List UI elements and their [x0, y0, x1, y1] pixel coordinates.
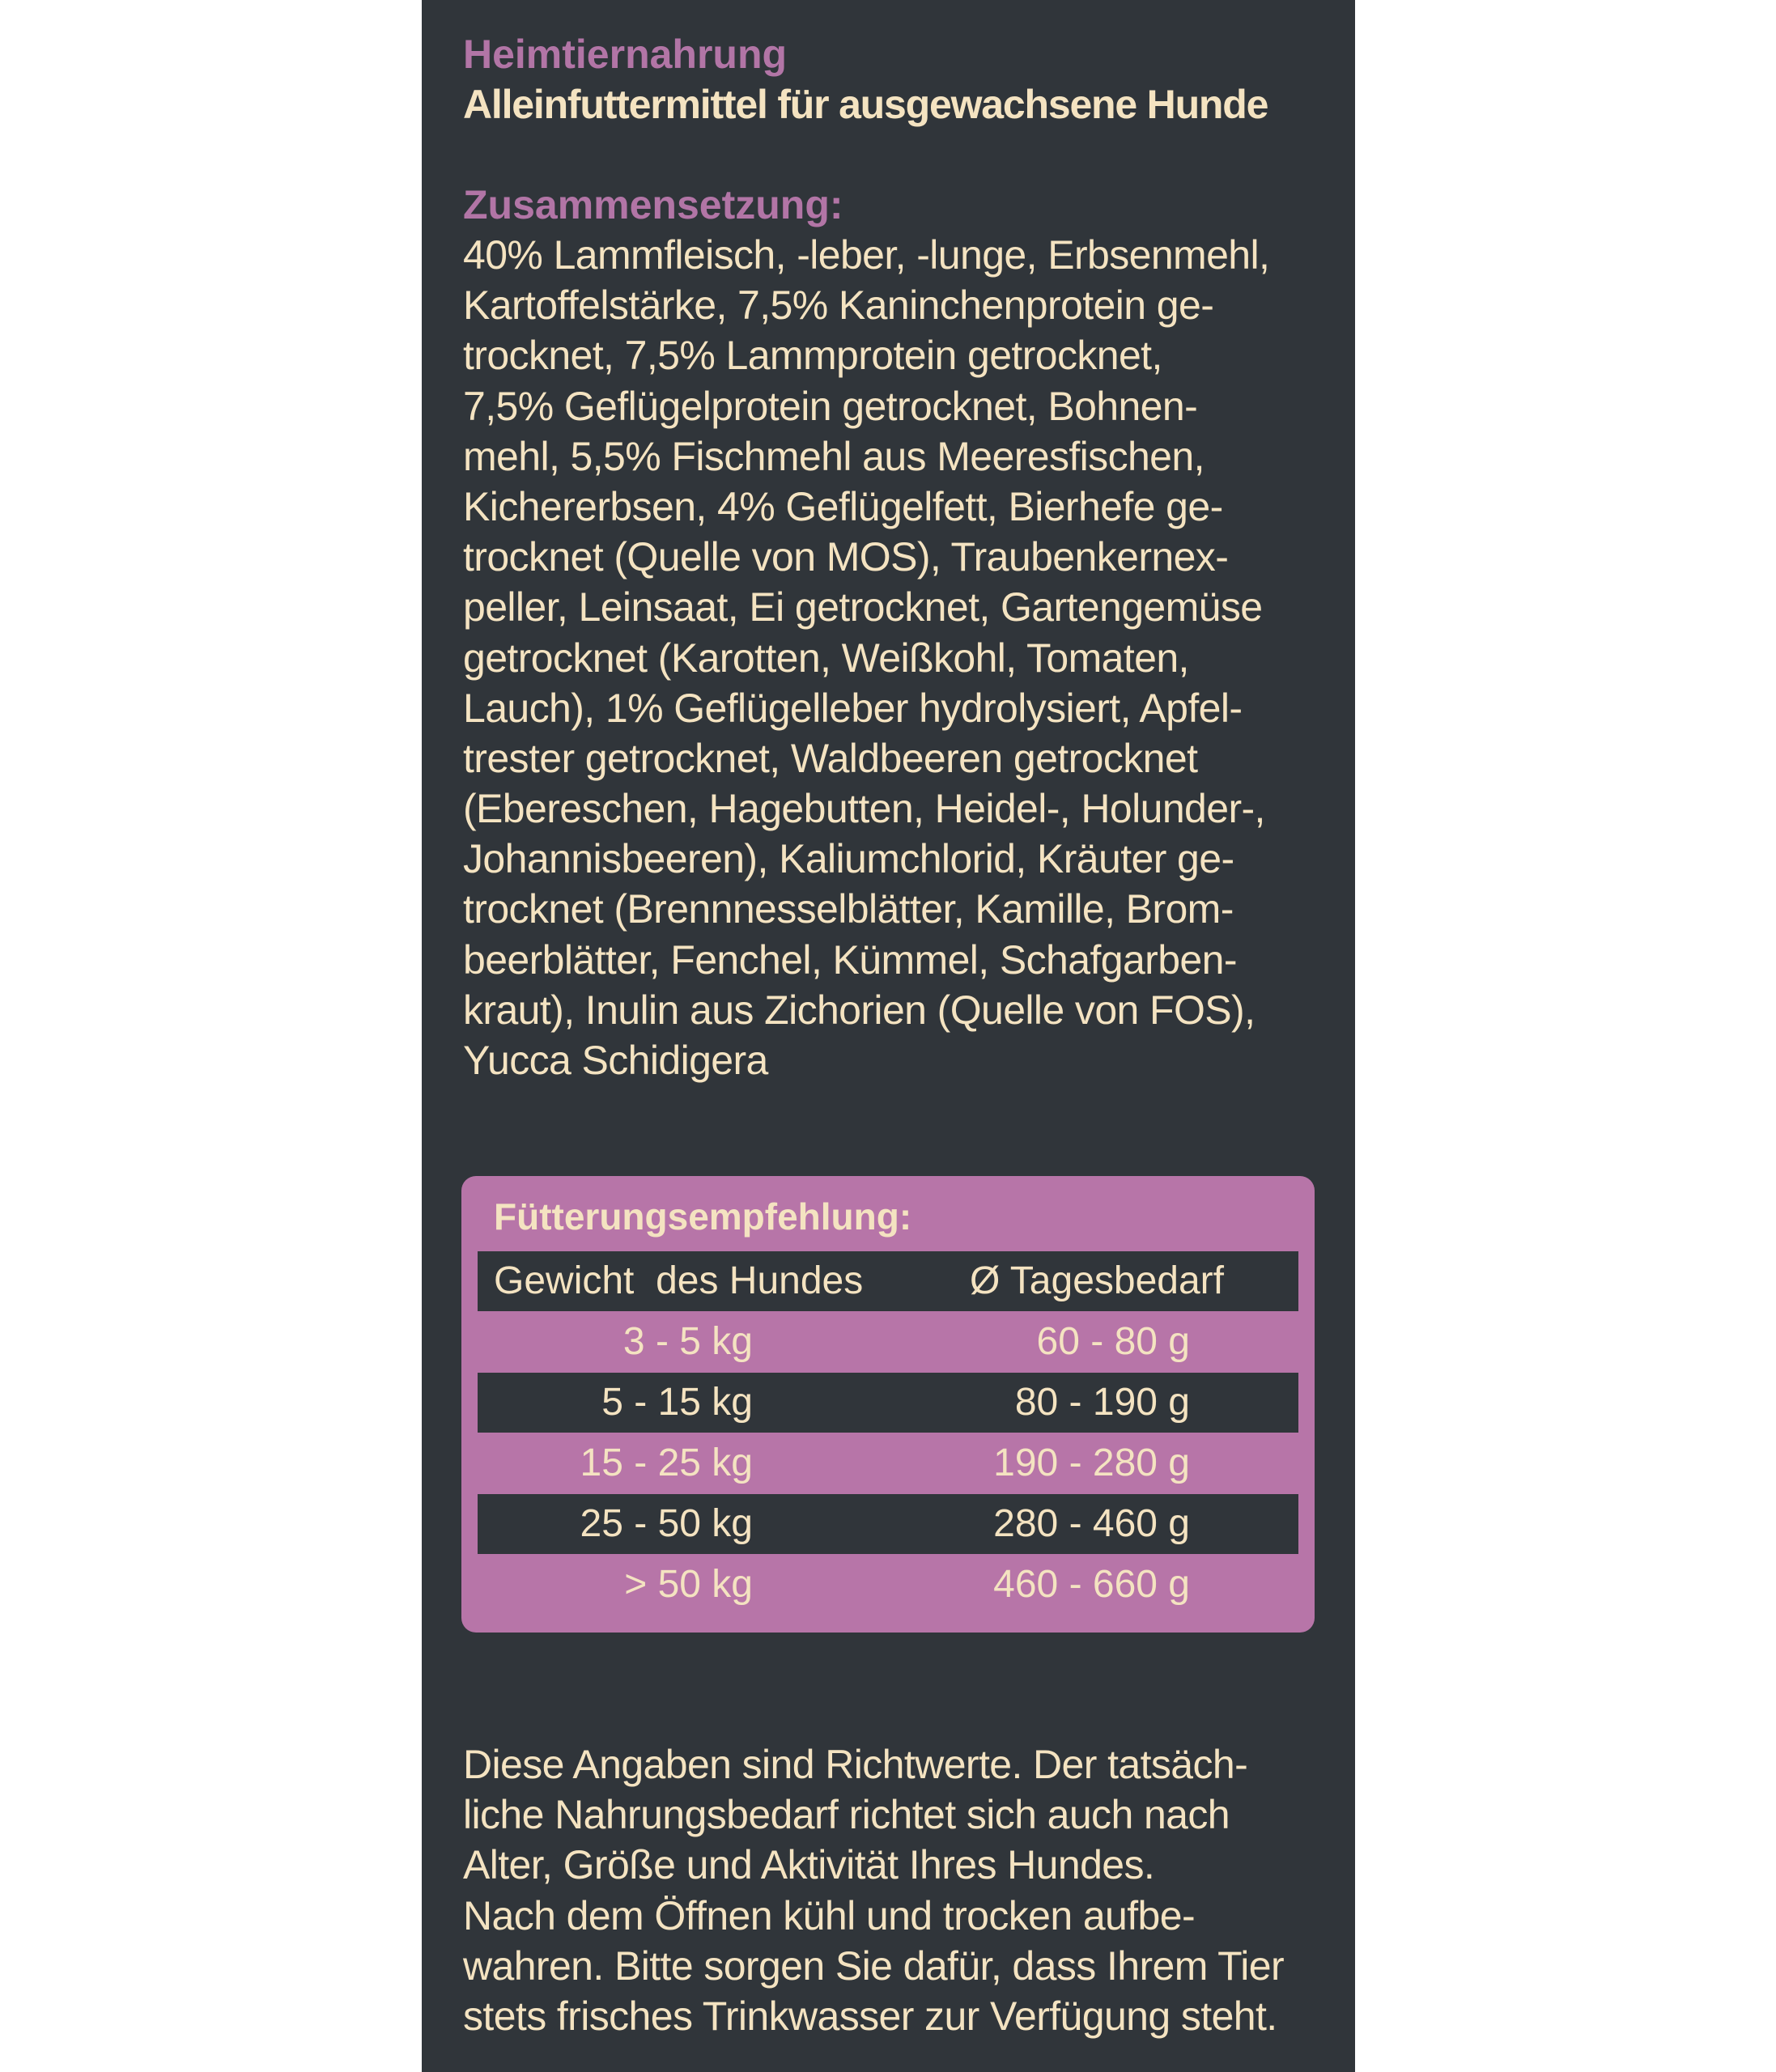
composition-line: Lauch), 1% Geflügelleber hydrolysiert, Apfel-	[463, 685, 1243, 731]
weight-cell: 15 - 25 kg	[580, 1441, 753, 1484]
table-row	[478, 1433, 1298, 1493]
feeding-recommendation-box	[461, 1176, 1315, 1633]
note-line: stets frisches Trinkwasser zur Verfügung steht.	[463, 1993, 1277, 2039]
composition-line: peller, Leinsaat, Ei getrocknet, Gartengemüse	[463, 584, 1263, 631]
weight-cell: 25 - 50 kg	[580, 1502, 753, 1545]
composition-line: (Ebereschen, Hagebutten, Heidel-, Holunder-,	[463, 786, 1265, 832]
table-row	[478, 1312, 1298, 1372]
composition-text	[463, 230, 1269, 1085]
product-heading: Alleinfuttermittel für ausgewachsene Hunde	[463, 82, 1268, 127]
feeding-table-header	[478, 1251, 1298, 1311]
composition-line: beerblätter, Fenchel, Kümmel, Schafgarben-	[463, 936, 1237, 983]
note-line: liche Nahrungsbedarf richtet sich auch nach	[463, 1792, 1230, 1838]
composition-line: mehl, 5,5% Fischmehl aus Meeresfischen,	[463, 433, 1205, 479]
composition-line: Kartoffelstärke, 7,5% Kaninchenprotein ge-	[463, 282, 1214, 329]
note-line: Alter, Größe und Aktivität Ihres Hundes.	[463, 1842, 1155, 1888]
composition-label: Zusammensetzung:	[463, 182, 843, 227]
category-heading: Heimtiernahrung	[463, 32, 788, 77]
note-line: Nach dem Öffnen kühl und trocken aufbe-	[463, 1892, 1196, 1938]
composition-line: getrocknet (Karotten, Weißkohl, Tomaten,	[463, 635, 1189, 681]
amount-cell: 190 - 280 g	[993, 1441, 1190, 1484]
column-header-weight: Gewicht des Hundes	[494, 1259, 864, 1302]
composition-line: kraut), Inulin aus Zichorien (Quelle von FOS),	[463, 987, 1256, 1033]
amount-cell: 60 - 80 g	[1036, 1320, 1190, 1363]
note-line: Diese Angaben sind Richtwerte. Der tatsäch-	[463, 1742, 1248, 1787]
amount-cell: 280 - 460 g	[993, 1502, 1190, 1545]
feeding-title: Fütterungsempfehlung:	[494, 1195, 912, 1238]
amount-cell: 460 - 660 g	[993, 1563, 1190, 1606]
composition-line: Kichererbsen, 4% Geflügelfett, Bierhefe ge-	[463, 483, 1223, 529]
table-row	[478, 1494, 1298, 1554]
composition-line: Yucca Schidigera	[463, 1038, 768, 1083]
composition-line: 40% Lammfleisch, -leber, -lunge, Erbsenmehl,	[463, 232, 1270, 278]
storage-notes	[463, 1739, 1284, 2041]
table-row	[478, 1555, 1298, 1615]
note-line: wahren. Bitte sorgen Sie dafür, dass Ihrem Tier	[463, 1942, 1284, 1989]
weight-cell: 3 - 5 kg	[622, 1320, 753, 1363]
composition-line: trocknet (Brennnesselblätter, Kamille, Brom-	[463, 886, 1234, 932]
composition-line: Johannisbeeren), Kaliumchlorid, Kräuter ge-	[463, 836, 1234, 882]
composition-line: trocknet (Quelle von MOS), Traubenkernex-	[463, 534, 1229, 580]
composition-line: 7,5% Geflügelprotein getrocknet, Bohnen-	[463, 383, 1198, 429]
column-header-daily-amount: Ø Tagesbedarf	[970, 1259, 1224, 1302]
amount-cell: 80 - 190 g	[1014, 1381, 1190, 1424]
weight-cell: > 50 kg	[624, 1563, 753, 1606]
composition-line: trocknet, 7,5% Lammprotein getrocknet,	[463, 333, 1162, 379]
weight-cell: 5 - 15 kg	[601, 1381, 753, 1424]
table-row	[478, 1373, 1298, 1433]
composition-line: trester getrocknet, Waldbeeren getrocknet	[463, 735, 1198, 781]
